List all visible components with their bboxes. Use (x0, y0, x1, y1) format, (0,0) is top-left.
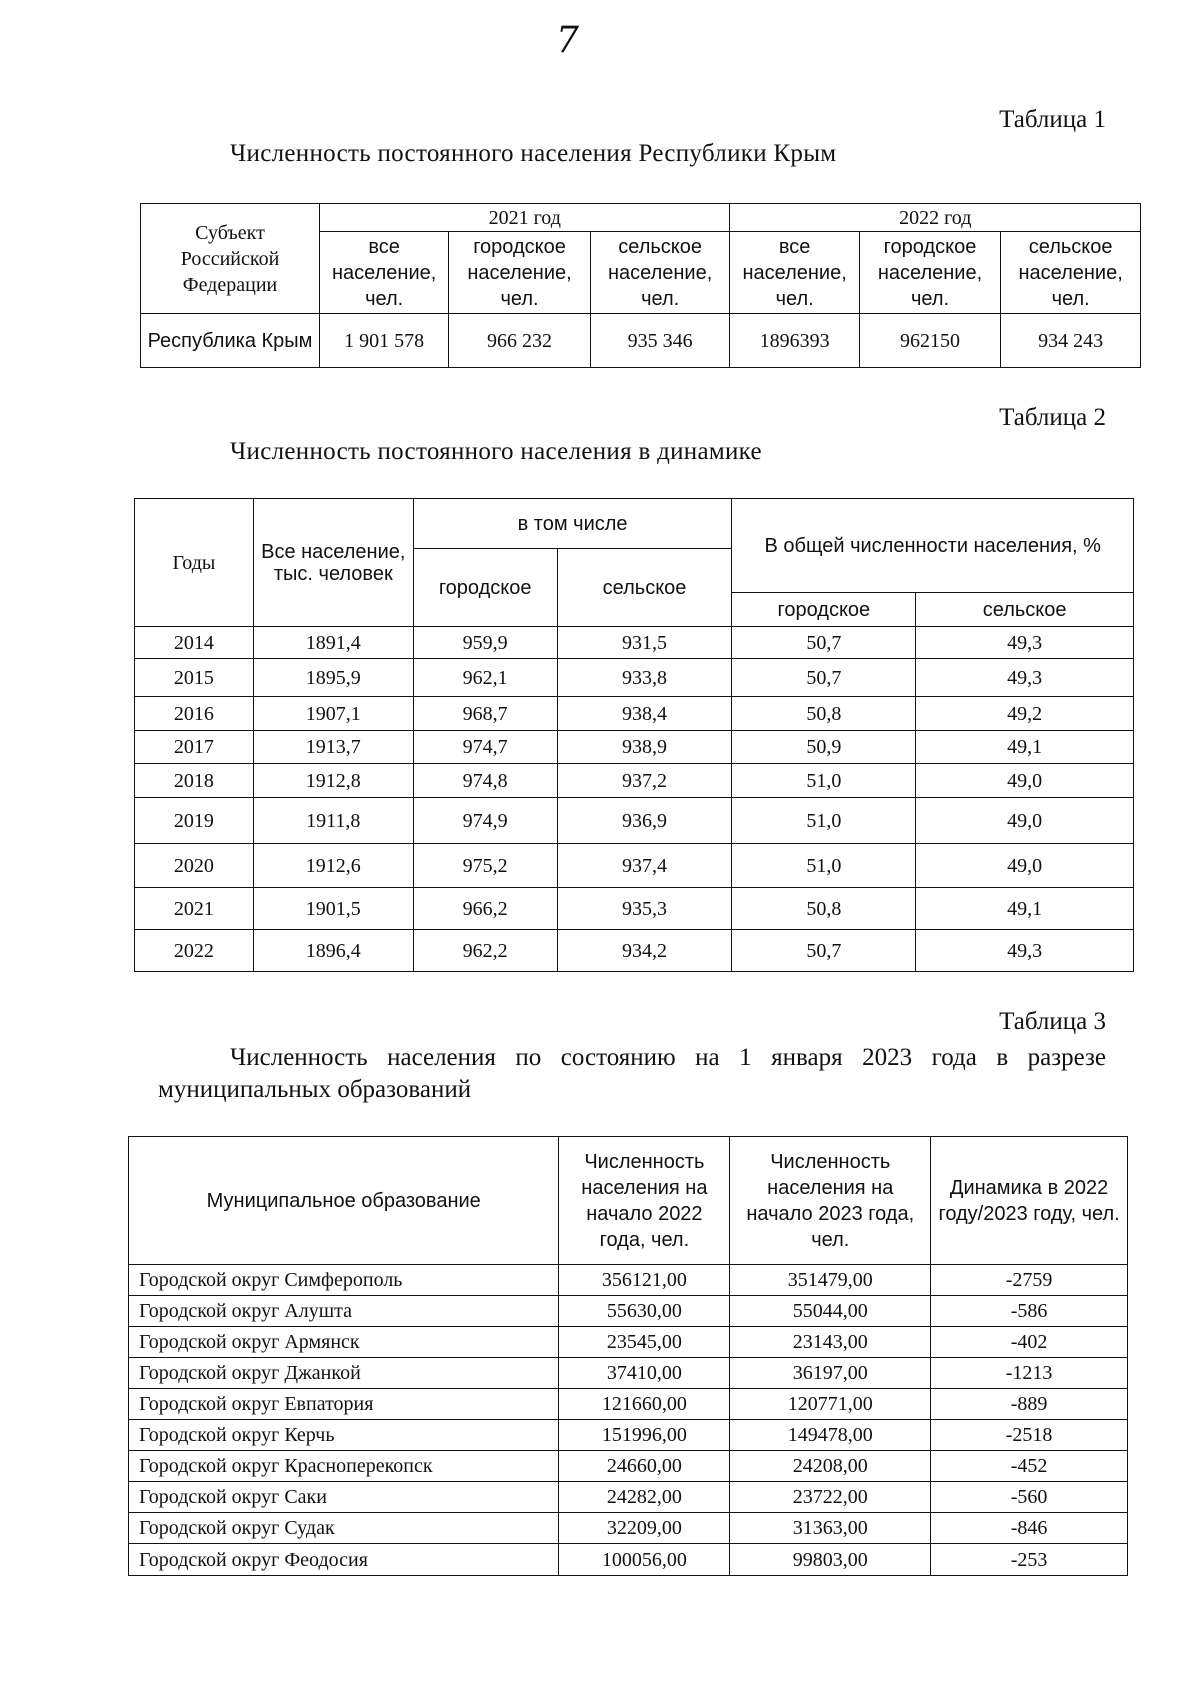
t3-cell: 121660,00 (559, 1389, 730, 1420)
t1-2021-all: 1 901 578 (320, 314, 449, 368)
t2-cell: 1901,5 (253, 888, 413, 930)
t3-cell: Городской округ Армянск (129, 1327, 559, 1358)
t2-cell: 2015 (135, 659, 254, 697)
t2-cell: 937,2 (557, 764, 732, 798)
t2-cell: 49,3 (916, 659, 1134, 697)
t3-cell: -253 (931, 1544, 1128, 1576)
t2-cell: 962,1 (413, 659, 557, 697)
table-row (129, 1544, 1128, 1576)
t2-cell: 1911,8 (253, 798, 413, 844)
table-row (129, 1358, 1128, 1389)
t2-cell: 50,7 (732, 930, 916, 972)
t3-cell: 32209,00 (559, 1513, 730, 1544)
table-row (135, 798, 1134, 844)
t2-cell: 50,8 (732, 888, 916, 930)
t2-cell: 1912,6 (253, 844, 413, 888)
t1-col-all-2021: все население, чел. (320, 232, 449, 314)
t2-cell: 937,4 (557, 844, 732, 888)
t2-cell: 931,5 (557, 627, 732, 659)
table-row (135, 930, 1134, 972)
t2-cell: 938,4 (557, 697, 732, 731)
t2-cell: 962,2 (413, 930, 557, 972)
t2-cell: 49,2 (916, 697, 1134, 731)
t3-cell: 23722,00 (730, 1482, 931, 1513)
t2-cell: 974,8 (413, 764, 557, 798)
t1-2021-urban: 966 232 (449, 314, 590, 368)
table-row (129, 1389, 1128, 1420)
t2-cell: 2016 (135, 697, 254, 731)
t1-col-rural-2022: сельское население, чел. (1001, 232, 1141, 314)
t1-2022-urban: 962150 (859, 314, 1000, 368)
t2-cell: 1912,8 (253, 764, 413, 798)
t3-cell: Городской округ Судак (129, 1513, 559, 1544)
t3-cell: -452 (931, 1451, 1128, 1482)
t3-cell: 23143,00 (730, 1327, 931, 1358)
t2-header-years: Годы (135, 499, 254, 627)
t2-cell: 49,0 (916, 764, 1134, 798)
t2-cell: 974,9 (413, 798, 557, 844)
table-row (135, 844, 1134, 888)
t3-cell: Городской округ Красноперекопск (129, 1451, 559, 1482)
t2-cell: 1913,7 (253, 731, 413, 764)
t2-cell: 2022 (135, 930, 254, 972)
t2-cell: 51,0 (732, 798, 916, 844)
t2-cell: 975,2 (413, 844, 557, 888)
t3-header-2022: Численность населения на начало 2022 года, чел. (559, 1137, 730, 1265)
table-row (129, 1296, 1128, 1327)
table3-title-line1: Численность населения по состоянию на 1 января 2023 года в разрезе (230, 1044, 1106, 1071)
t2-cell: 50,9 (732, 731, 916, 764)
t3-cell: 356121,00 (559, 1265, 730, 1296)
t3-cell: 24282,00 (559, 1482, 730, 1513)
table-row (129, 1482, 1128, 1513)
t3-cell: Городской округ Джанкой (129, 1358, 559, 1389)
t3-cell: Городской округ Евпатория (129, 1389, 559, 1420)
t2-cell: 933,8 (557, 659, 732, 697)
t2-cell: 50,8 (732, 697, 916, 731)
t3-cell: 23545,00 (559, 1327, 730, 1358)
t2-cell: 2019 (135, 798, 254, 844)
t2-cell: 2021 (135, 888, 254, 930)
t3-cell: 55630,00 (559, 1296, 730, 1327)
table2-title: Численность постоянного населения в динамике (230, 438, 762, 465)
t2-header-share-rural: сельское (916, 593, 1134, 627)
t3-cell: -560 (931, 1482, 1128, 1513)
t1-header-2022: 2022 год (730, 204, 1141, 232)
table2-caption: Таблица 2 (999, 404, 1106, 431)
t1-2021-rural: 935 346 (590, 314, 730, 368)
table-row (129, 1513, 1128, 1544)
t1-col-rural-2021: сельское население, чел. (590, 232, 730, 314)
t3-cell: 149478,00 (730, 1420, 931, 1451)
table3 (128, 1136, 1128, 1576)
t3-cell: 36197,00 (730, 1358, 931, 1389)
table-row (129, 1327, 1128, 1358)
t3-cell: -586 (931, 1296, 1128, 1327)
t3-header-dynamics: Динамика в 2022 году/2023 году, чел. (931, 1137, 1128, 1265)
t2-cell: 936,9 (557, 798, 732, 844)
t2-cell: 49,3 (916, 930, 1134, 972)
page-number: 7 (556, 20, 579, 61)
t3-cell: Городской округ Феодосия (129, 1544, 559, 1576)
t1-col-all-2022: все население, чел. (730, 232, 859, 314)
table-row (129, 1265, 1128, 1296)
t3-cell: -889 (931, 1389, 1128, 1420)
t2-cell: 935,3 (557, 888, 732, 930)
t3-cell: 24660,00 (559, 1451, 730, 1482)
t2-cell: 49,0 (916, 798, 1134, 844)
t3-cell: -2518 (931, 1420, 1128, 1451)
table-row (135, 659, 1134, 697)
t1-2022-all: 1896393 (730, 314, 859, 368)
t3-cell: 55044,00 (730, 1296, 931, 1327)
t2-cell: 2014 (135, 627, 254, 659)
table-row (129, 1420, 1128, 1451)
table-row (129, 1451, 1128, 1482)
t2-cell: 49,3 (916, 627, 1134, 659)
t2-header-urban: городское (413, 549, 557, 627)
t1-col-urban-2021: городское население, чел. (449, 232, 590, 314)
table3-caption: Таблица 3 (999, 1008, 1106, 1035)
t2-cell: 959,9 (413, 627, 557, 659)
t3-cell: -2759 (931, 1265, 1128, 1296)
table2 (134, 498, 1134, 972)
t3-cell: 120771,00 (730, 1389, 931, 1420)
t1-header-subject: Субъект Российской Федерации (141, 204, 320, 314)
t3-cell: -402 (931, 1327, 1128, 1358)
t3-cell: Городской округ Алушта (129, 1296, 559, 1327)
t2-header-total: Все население, тыс. человек (253, 499, 413, 627)
t3-header-mo: Муниципальное образование (129, 1137, 559, 1265)
table-row (135, 888, 1134, 930)
t3-cell: Городской округ Симферополь (129, 1265, 559, 1296)
t3-cell: 31363,00 (730, 1513, 931, 1544)
t2-cell: 49,1 (916, 888, 1134, 930)
t2-cell: 968,7 (413, 697, 557, 731)
t3-cell: Городской округ Саки (129, 1482, 559, 1513)
t2-header-share: В общей численности населения, % (732, 499, 1134, 593)
t3-cell: 151996,00 (559, 1420, 730, 1451)
t2-cell: 51,0 (732, 844, 916, 888)
t1-col-urban-2022: городское население, чел. (859, 232, 1000, 314)
t2-cell: 2020 (135, 844, 254, 888)
t2-cell: 1895,9 (253, 659, 413, 697)
t2-header-incl: в том числе (413, 499, 732, 549)
t1-2022-rural: 934 243 (1001, 314, 1141, 368)
t3-cell: Городской округ Керчь (129, 1420, 559, 1451)
t3-cell: 24208,00 (730, 1451, 931, 1482)
t2-cell: 938,9 (557, 731, 732, 764)
t2-cell: 1891,4 (253, 627, 413, 659)
t2-cell: 1907,1 (253, 697, 413, 731)
t3-cell: 100056,00 (559, 1544, 730, 1576)
t2-cell: 974,7 (413, 731, 557, 764)
table1-title: Численность постоянного населения Республики Крым (230, 140, 837, 167)
t1-header-2021: 2021 год (320, 204, 730, 232)
t3-cell: -1213 (931, 1358, 1128, 1389)
t3-cell: -846 (931, 1513, 1128, 1544)
table-row (135, 764, 1134, 798)
table-row (135, 731, 1134, 764)
t2-cell: 934,2 (557, 930, 732, 972)
t3-header-2023: Численность населения на начало 2023 года, чел. (730, 1137, 931, 1265)
t2-cell: 50,7 (732, 627, 916, 659)
t3-cell: 37410,00 (559, 1358, 730, 1389)
t2-cell: 1896,4 (253, 930, 413, 972)
table3-title-line2: муниципальных образований (158, 1076, 472, 1103)
t2-header-rural: сельское (557, 549, 732, 627)
t2-cell: 2018 (135, 764, 254, 798)
table1 (140, 203, 1141, 368)
t1-subject: Республика Крым (141, 314, 320, 368)
table-row (135, 697, 1134, 731)
t3-cell: 99803,00 (730, 1544, 931, 1576)
table-row (135, 627, 1134, 659)
t2-cell: 49,1 (916, 731, 1134, 764)
t2-cell: 2017 (135, 731, 254, 764)
t2-header-share-urban: городское (732, 593, 916, 627)
table3-title (158, 1042, 1106, 1106)
t3-cell: 351479,00 (730, 1265, 931, 1296)
t2-cell: 51,0 (732, 764, 916, 798)
t2-cell: 966,2 (413, 888, 557, 930)
t2-cell: 50,7 (732, 659, 916, 697)
t2-cell: 49,0 (916, 844, 1134, 888)
table1-caption: Таблица 1 (999, 106, 1106, 133)
